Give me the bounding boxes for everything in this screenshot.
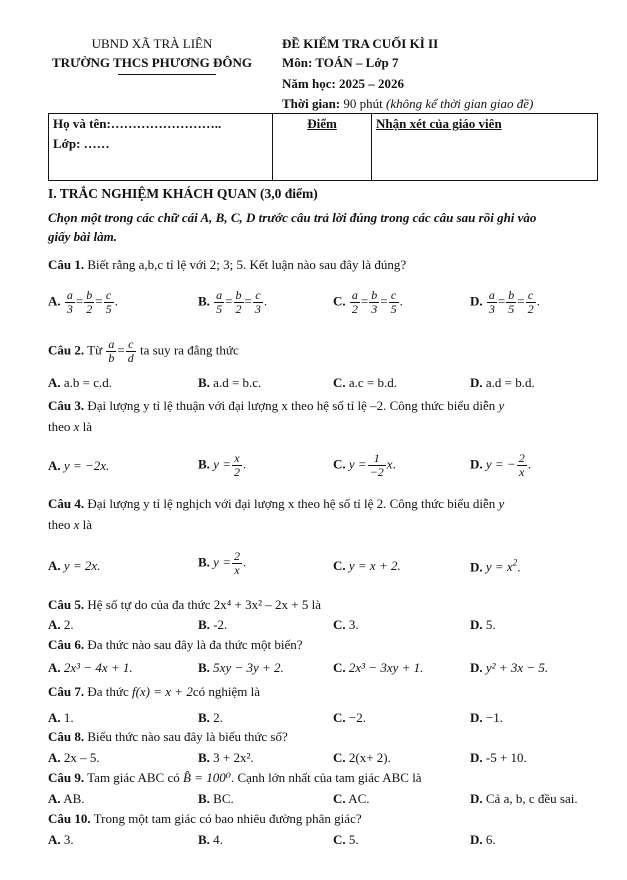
q8-option-c[interactable]: C. 2(x+ 2). [333, 750, 391, 765]
q9-option-b[interactable]: B. BC. [198, 791, 234, 806]
q5-option-b[interactable]: B. -2. [198, 617, 228, 632]
q8-option-a[interactable]: A. 2x – 5. [48, 750, 100, 765]
exam-title: ĐỀ KIỂM TRA CUỐI KÌ II [282, 36, 439, 51]
exam-time: Thời gian: 90 phút (không kể thời gian giao đề) [282, 96, 534, 111]
q5-option-d[interactable]: D. 5. [470, 617, 496, 632]
q6-option-d[interactable]: D. y² + 3x − 5. [470, 660, 549, 675]
question-2: Câu 2. Từ $\frac{a}{b}$ = $\frac{c}{d}$ ta suy ra đẳng thức [48, 337, 239, 365]
q6-option-a[interactable]: A. 2x³ − 4x + 1. [48, 660, 133, 675]
q4-option-b[interactable]: B. y = $\frac{2}{x}$ . [198, 549, 247, 577]
q2-option-c[interactable]: C. a.c = b.d. [333, 375, 398, 390]
q3-option-d[interactable]: D. y = − $\frac{2}{x}$ . [470, 451, 531, 479]
q8-option-d[interactable]: D. -5 + 10. [470, 750, 527, 765]
q9-option-a[interactable]: A. AB. [48, 791, 85, 806]
name-field[interactable]: Họ và tên:…………………….. [53, 116, 222, 131]
instruction-line-2: giấy bài làm. [48, 229, 117, 244]
question-3: Câu 3. Đại lượng y tỉ lệ thuận với đại lượng x theo hệ số tỉ lệ –2. Công thức biểu diễn y [48, 398, 505, 413]
district-name: UBND XÃ TRÀ LIÊN [91, 36, 213, 51]
q4-option-d[interactable]: D. $y = x^2$. [470, 558, 521, 575]
q7-option-a[interactable]: A. 1. [48, 710, 74, 725]
q7-option-b[interactable]: B. 2. [198, 710, 223, 725]
class-field[interactable]: Lớp: …… [53, 136, 110, 151]
score-label: Điểm [307, 116, 337, 131]
q4-option-a[interactable]: A. y = 2x. [48, 558, 101, 573]
school-name: TRƯỜNG THCS PHƯƠNG ĐÔNG [52, 55, 252, 70]
q8-option-b[interactable]: B. 3 + 2x². [198, 750, 254, 765]
q1-option-a[interactable]: A. $\frac{a}{3}$ = $\frac{b}{2}$ = $\frac{c}{5}$ . [48, 288, 118, 316]
q10-option-a[interactable]: A. 3. [48, 832, 74, 847]
q2-option-b[interactable]: B. a.d = b.c. [198, 375, 262, 390]
school-underline [118, 74, 216, 75]
q1-option-c[interactable]: C. $\frac{a}{2}$ = $\frac{b}{3}$ = $\frac{c}{5}$ . [333, 288, 403, 316]
q2-option-a[interactable]: A. a.b = c.d. [48, 375, 113, 390]
q1-option-b[interactable]: B. $\frac{a}{5}$ = $\frac{b}{2}$ = $\frac{c}{3}$ . [198, 288, 268, 316]
q4-option-c[interactable]: C. y = x + 2. [333, 558, 401, 573]
q6-option-b[interactable]: B. 5xy − 3y + 2. [198, 660, 284, 675]
school-year: Năm học: 2025 – 2026 [282, 76, 405, 91]
score-cell[interactable] [273, 114, 372, 181]
q6-option-c[interactable]: C. 2x³ − 3xy + 1. [333, 660, 424, 675]
q3-option-a[interactable]: A. y = −2x. [48, 458, 110, 473]
q10-option-c[interactable]: C. 5. [333, 832, 359, 847]
question-8: Câu 8. Biểu thức nào sau đây là biểu thức số? [48, 729, 288, 744]
comment-label: Nhận xét của giáo viên [376, 116, 502, 131]
question-5: Câu 5. Hệ số tự do của đa thức 2x⁴ + 3x² – 2x + 5 là [48, 597, 321, 612]
student-info-table [48, 113, 598, 181]
name-class-cell[interactable] [49, 114, 273, 181]
q1-option-d[interactable]: D. $\frac{a}{3}$ = $\frac{b}{5}$ = $\frac{c}{2}$ . [470, 288, 540, 316]
q7-option-c[interactable]: C. −2. [333, 710, 366, 725]
subject-line: Môn: TOÁN – Lớp 7 [282, 55, 399, 70]
comment-cell[interactable] [372, 114, 598, 181]
q3-option-c[interactable]: C. y = $\frac{1}{-2}$ x. [333, 451, 396, 479]
q9-option-c[interactable]: C. AC. [333, 791, 370, 806]
question-6: Câu 6. Đa thức nào sau đây là đa thức một biến? [48, 637, 303, 652]
q7-option-d[interactable]: D. −1. [470, 710, 503, 725]
q5-option-a[interactable]: A. 2. [48, 617, 74, 632]
question-1: Câu 1. Biết rằng a,b,c tỉ lệ với 2; 3; 5. Kết luận nào sau đây là đúng? [48, 257, 407, 272]
question-9: Câu 9. Tam giác ABC có B̂ = 100⁰. Cạnh lớn nhất của tam giác ABC là [48, 770, 422, 785]
q5-option-c[interactable]: C. 3. [333, 617, 359, 632]
q3-option-b[interactable]: B. y = $\frac{x}{2}$ . [198, 451, 247, 479]
q9-option-d[interactable]: D. Cả a, b, c đều sai. [470, 791, 578, 806]
q2-option-d[interactable]: D. a.d = b.d. [470, 375, 535, 390]
q10-option-b[interactable]: B. 4. [198, 832, 223, 847]
question-4: Câu 4. Đại lượng y tỉ lệ nghịch với đại lượng x theo hệ số tỉ lệ 2. Công thức biểu diễn y [48, 496, 505, 511]
instruction-line-1: Chọn một trong các chữ cái A, B, C, D trước câu trả lời đúng trong các câu sau rồi ghi vào [48, 210, 537, 225]
q10-option-d[interactable]: D. 6. [470, 832, 496, 847]
section-title: I. TRẮC NGHIỆM KHÁCH QUAN (3,0 điểm) [48, 186, 318, 201]
question-7: Câu 7. Đa thức f(x) = x + 2có nghiệm là [48, 684, 260, 699]
question-3-cont: theo x là [48, 419, 93, 434]
question-10: Câu 10. Trong một tam giác có bao nhiêu đường phân giác? [48, 811, 362, 826]
question-4-cont: theo x là [48, 517, 93, 532]
